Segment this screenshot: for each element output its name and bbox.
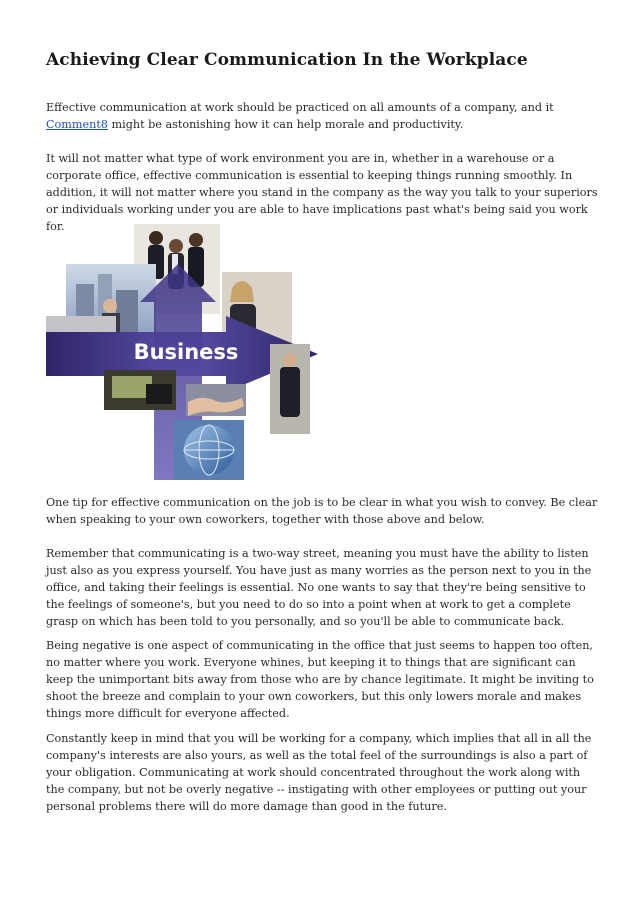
document-title: Achieving Clear Communication In the Workplace <box>46 50 528 70</box>
intro-text-after: might be astonishing how it can help morale and productivity. <box>107 118 464 131</box>
paragraph-company-interests: Constantly keep in mind that you will be working for a company, which implies that all in all the company's interests are also yours, as well as the total feel of the surroundings is also a part of your obligation. Communicating at work should concentrated throughout the work along with the company, but not be overly negative -- instigating with other employees or putting out your personal problems there will do more damage than good in the future. <box>46 732 592 813</box>
intro-text-before: Effective communication at work should be practiced on all amounts of a company, and it <box>46 101 554 114</box>
paragraph-two-way-street: Remember that communicating is a two-way street, meaning you must have the ability to listen just also as you express yourself. You have just as many worries as the person next to you in the office, and taking their feelings is essential. No one wants to say that they're being sensitive to the feelings of someone's, but you need to do so into a point when at work to get a complete grasp on which has been told to you personally, and so you'll be able to communicate back. <box>46 547 592 628</box>
business-illustration <box>46 224 318 480</box>
paragraph-clear-tip: One tip for effective communication on the job is to be clear in what you wish to convey. Be clear when speaking to your own coworkers, together with those above and below. <box>46 496 598 526</box>
business-label: Business <box>133 340 239 364</box>
business-collage-image <box>46 224 318 480</box>
comment8-link[interactable]: Comment8 <box>46 118 108 131</box>
intro-paragraph <box>46 99 598 133</box>
paragraph-work-environment: It will not matter what type of work environment you are in, whether in a warehouse or a corporate office, effective communication is essential to keeping things running smoothly. In addition, it will not matter where you stand in the company as the way you talk to your superiors or individuals working under you are able to have implications past what's being said you work for. <box>46 152 598 233</box>
paragraph-being-negative: Being negative is one aspect of communicating in the office that just seems to happen too often, no matter where you work. Everyone whines, but keeping it to things that are significant can keep the unimportant bits away from those who are by chance legitimate. It might be inviting to shoot the breeze and complain to your own coworkers, but this only lowers morale and makes things more difficult for everyone affected. <box>46 639 594 720</box>
